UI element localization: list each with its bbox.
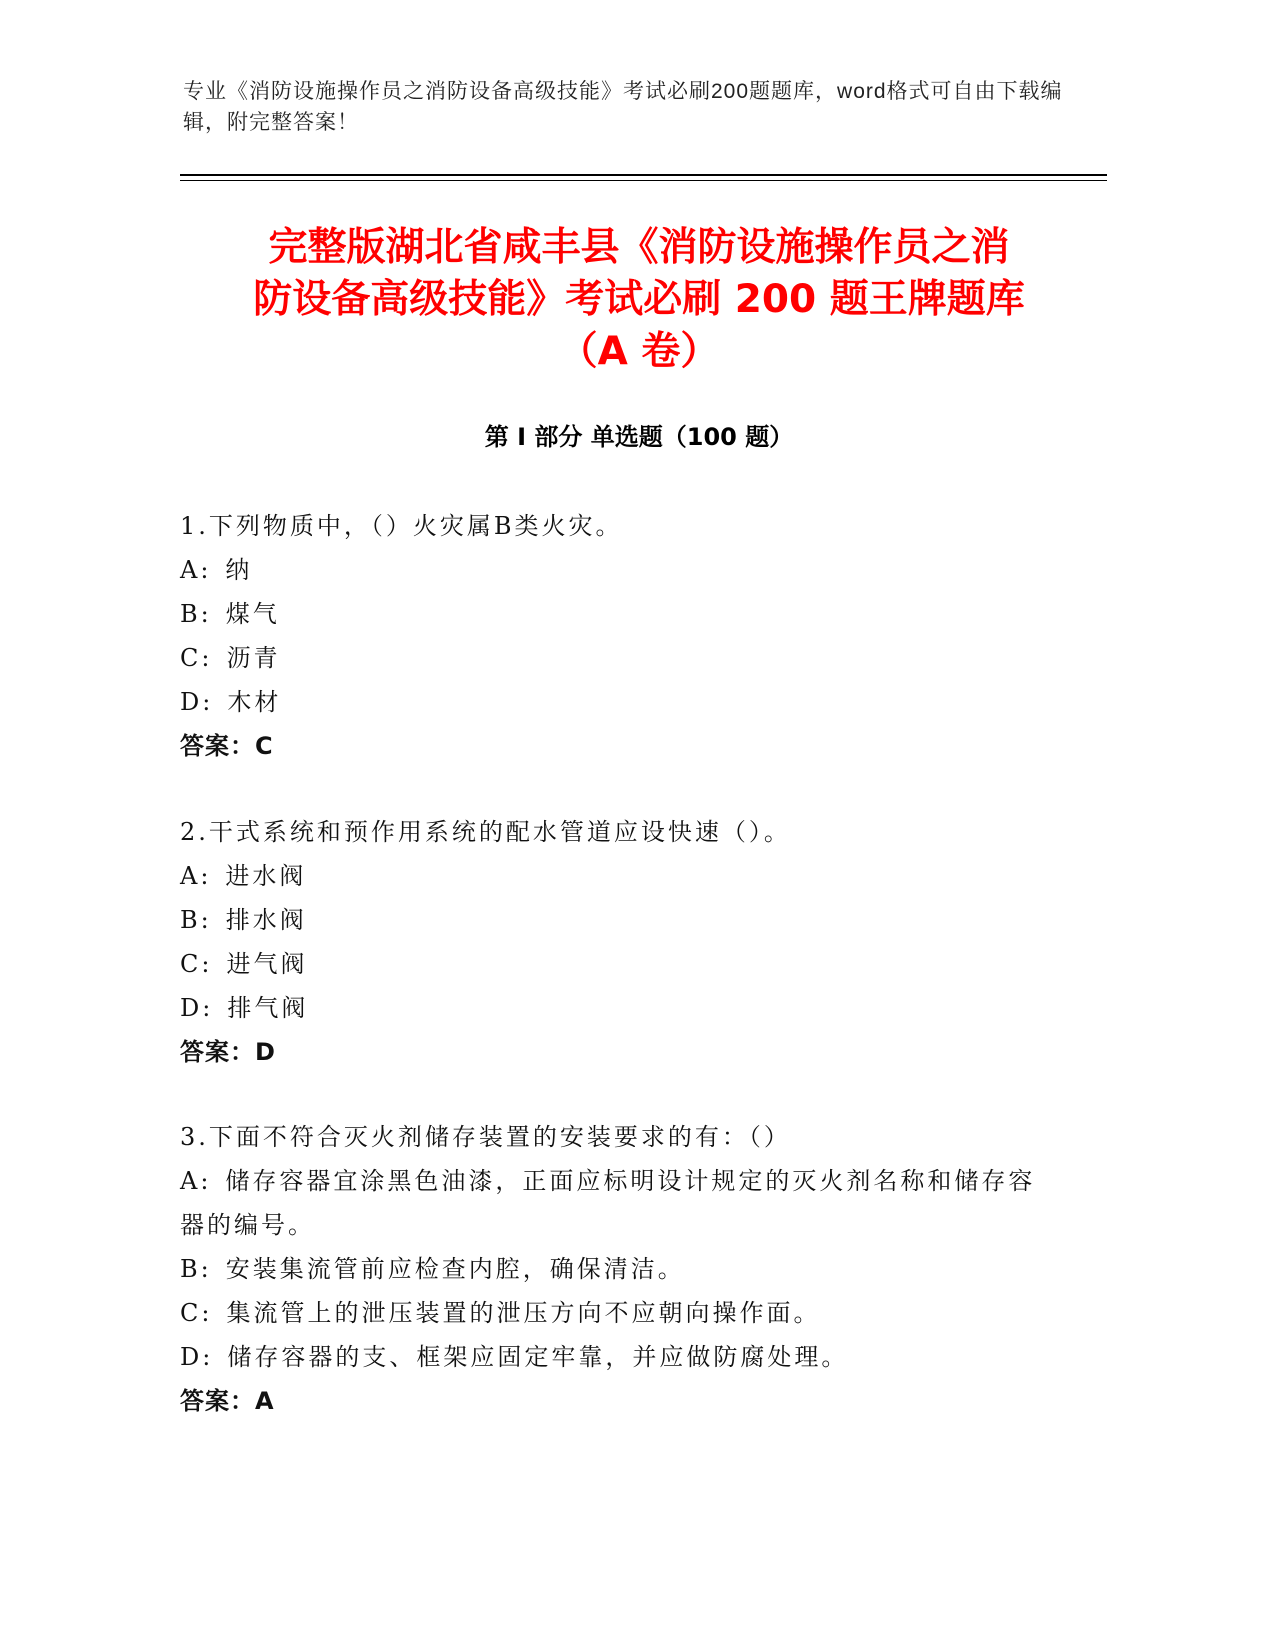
option-a: [180, 548, 1060, 592]
option-key: A:: [180, 556, 212, 584]
option-d: [180, 1335, 1060, 1379]
option-d: [180, 986, 1060, 1030]
option-c: [180, 636, 1060, 680]
question-text: 2.干式系统和预作用系统的配水管道应设快速（）。: [180, 818, 791, 846]
option-key: B:: [180, 600, 212, 628]
option-text: 进水阀: [225, 862, 307, 890]
document-title-line-3: （A 卷）: [558, 329, 720, 374]
option-text: 排气阀: [227, 994, 309, 1022]
option-key: A:: [180, 862, 212, 890]
option-d: [180, 680, 1060, 724]
option-key: C:: [180, 950, 213, 978]
option-text: 集流管上的泄压装置的泄压方向不应朝向操作面。: [226, 1299, 821, 1327]
option-text: 木材: [227, 688, 282, 716]
option-c: [180, 1291, 1060, 1335]
question-2: [180, 810, 1060, 1074]
option-text: 进气阀: [226, 950, 308, 978]
header-divider-thin: [180, 180, 1107, 181]
option-a: [180, 854, 1060, 898]
option-text: 纳: [225, 556, 253, 584]
question-text: 1.下列物质中，（）火灾属B类火灾。: [180, 512, 623, 540]
option-key: A:: [180, 1167, 212, 1195]
header-note: 专业《消防设施操作员之消防设备高级技能》考试必刷200题题库，word格式可自由下载编辑，附完整答案！: [183, 80, 1063, 134]
section-heading: 第 I 部分 单选题（100 题）: [484, 423, 794, 451]
option-text: 沥青: [226, 644, 281, 672]
option-key: D:: [180, 688, 214, 716]
option-key: C:: [180, 644, 213, 672]
question-1: [180, 504, 1060, 768]
option-key: B:: [180, 1255, 212, 1283]
option-text: 安装集流管前应检查内腔，确保清洁。: [225, 1255, 685, 1283]
option-c: [180, 942, 1060, 986]
document-title-line-1: 完整版湖北省咸丰县《消防设施操作员之消: [268, 225, 1010, 270]
document-title: [183, 222, 1095, 378]
question-3: [180, 1115, 1060, 1423]
option-key: D:: [180, 994, 214, 1022]
option-a: [180, 1159, 1060, 1247]
option-key: B:: [180, 906, 212, 934]
option-text: 煤气: [225, 600, 280, 628]
document-title-line-2: 防设备高级技能》考试必刷 200 题王牌题库: [253, 277, 1025, 322]
option-key: D:: [180, 1343, 214, 1371]
answer: 答案：C: [180, 732, 274, 760]
option-b: [180, 1247, 1060, 1291]
option-text: 储存容器的支、框架应固定牢靠，并应做防腐处理。: [227, 1343, 849, 1371]
option-key: C:: [180, 1299, 213, 1327]
header-divider-thick: [180, 174, 1107, 176]
option-text: 储存容器宜涂黑色油漆，正面应标明设计规定的灭火剂名称和储存容器的编号。: [180, 1167, 1036, 1239]
option-b: [180, 898, 1060, 942]
answer: 答案：D: [180, 1038, 276, 1066]
answer: 答案：A: [180, 1387, 275, 1415]
option-text: 排水阀: [225, 906, 307, 934]
option-b: [180, 592, 1060, 636]
question-text: 3.下面不符合灭火剂储存装置的安装要求的有：（）: [180, 1123, 791, 1151]
